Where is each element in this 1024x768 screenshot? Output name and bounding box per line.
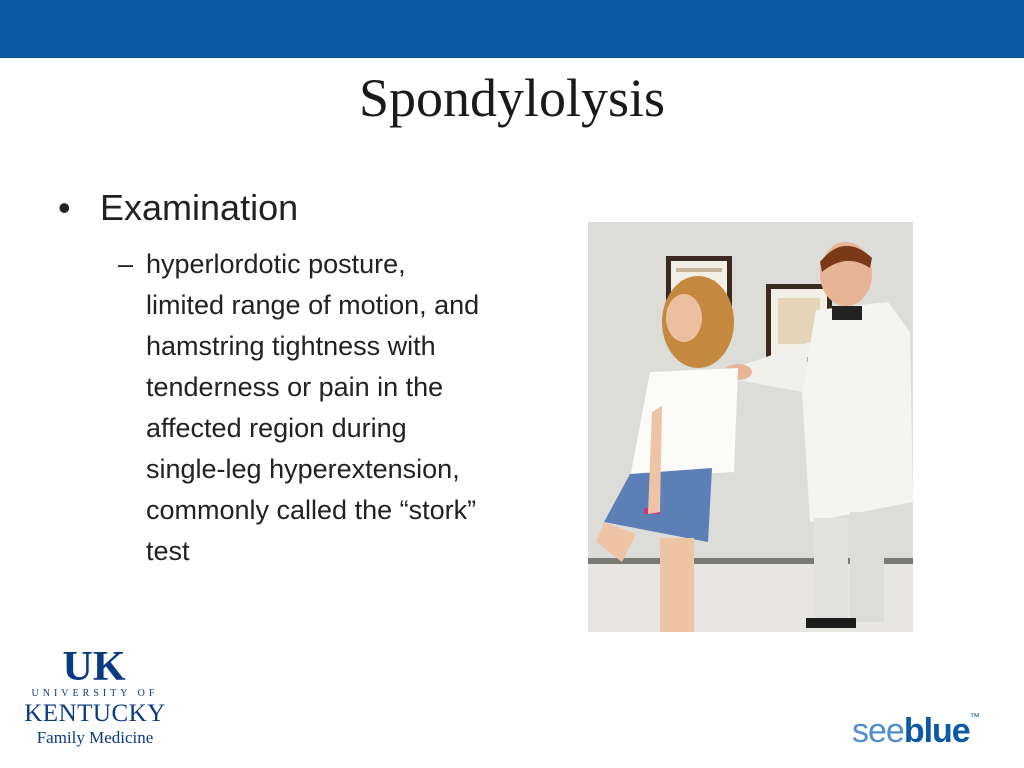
sub-bullet-marker: –: [118, 249, 134, 279]
sub-bullet: [118, 244, 488, 572]
uk-university-label: UNIVERSITY OF: [31, 688, 159, 699]
bullet-text: Examination: [100, 187, 299, 228]
slide-title: Spondylolysis: [358, 68, 666, 128]
stork-test-photo: [588, 222, 913, 632]
seeblue-logo: [852, 712, 979, 752]
top-banner-bar: [0, 0, 1024, 58]
seeblue-blue-text: blue: [903, 712, 970, 750]
uk-monogram-text: UK: [62, 644, 126, 686]
bullet-examination: [58, 186, 518, 230]
seeblue-see-text: see: [852, 712, 904, 750]
bullet-marker: •: [58, 187, 71, 228]
uk-family-medicine-logo: [20, 644, 170, 754]
uk-monogram-icon: [54, 644, 134, 686]
uk-family-medicine-label: Family Medicine: [36, 728, 154, 747]
sub-bullet-text: hyperlordotic posture, limited range of motion, and hamstring tightness with tenderness or pain in the affected region during single-leg hyperextension, commonly called the “stork” test: [146, 249, 480, 566]
uk-kentucky-label: KENTUCKY: [24, 700, 166, 727]
seeblue-tm: ™: [969, 712, 979, 723]
